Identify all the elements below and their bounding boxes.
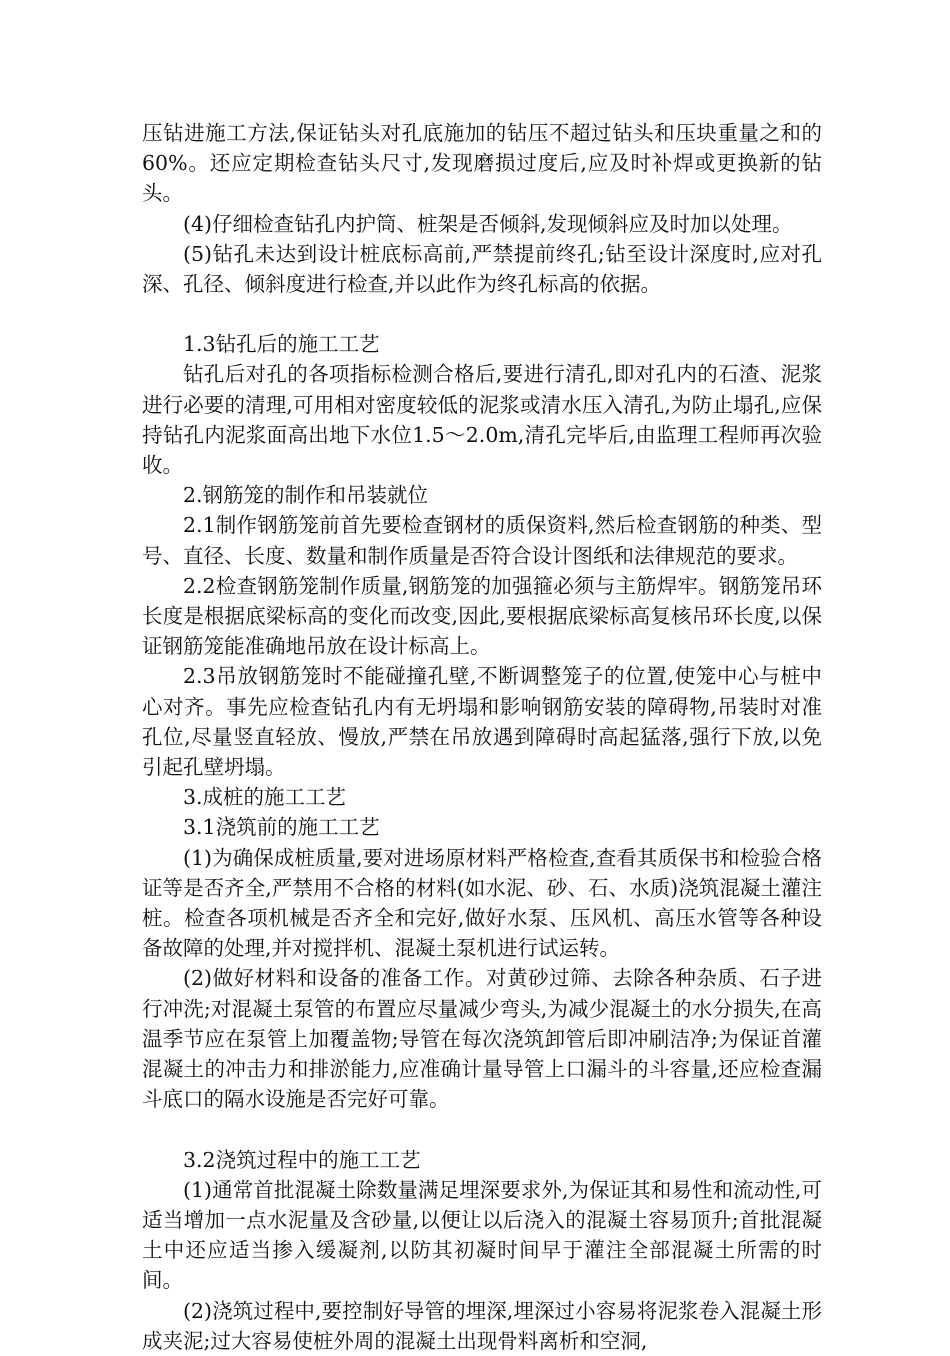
section-heading-2: 2.钢筋笼的制作和吊装就位 [183,483,429,508]
section-heading-3: 3.成桩的施工工艺 [183,785,347,810]
document-body [142,118,822,1356]
section-heading-1-3: 1.3钻孔后的施工工艺 [183,332,380,357]
section-heading-3-1: 3.1浇筑前的施工工艺 [183,815,380,840]
paragraph-3-1-item-1: (1)为确保成桩质量,要对进场原材料严格检查,查看其质保书和检验合格证等是否齐全,严禁用不合格的材料(如水泥、砂、石、水质)浇筑混凝土灌注桩。检查各项机械是否齐全和完好,做好水泵、压风机、高压水管等各种设备故障的处理,并对搅拌机、混凝土泵机进行试运转。 [142,845,822,961]
paragraph-2-2: 2.2检查钢筋笼制作质量,钢筋笼的加强箍必须与主筋焊牢。钢筋笼吊环长度是根据底梁标高的变化而改变,因此,要根据底梁标高复核吊环长度,以保证钢筋笼能准确地吊放在设计标高上。 [142,573,822,659]
paragraph-2-1: 2.1制作钢筋笼前首先要检查钢材的质保资料,然后检查钢筋的种类、型号、直径、长度、数量和制作质量是否符合设计图纸和法律规范的要求。 [142,513,822,568]
paragraph-spacer [142,1115,822,1145]
paragraph-2-3: 2.3吊放钢筋笼时不能碰撞孔壁,不断调整笼子的位置,使笼中心与桩中心对齐。事先应检查钻孔内有无坍塌和影响钢筋安装的障碍物,吊装时对准孔位,尽量竖直轻放、慢放,严禁在吊放遇到障碍时高起猛落,强行下放,以免引起孔壁坍塌。 [142,664,822,780]
paragraph-spacer [142,299,822,329]
paragraph-3-2-item-1: (1)通常首批混凝土除数量满足埋深要求外,为保证其和易性和流动性,可适当增加一点水泥量及含砂量,以便让以后浇入的混凝土容易顶升;首批混凝土中还应适当掺入缓凝剂,以防其初凝时间早于灌注全部混凝土所需的时间。 [142,1177,822,1293]
paragraph-item-4: (4)仔细检查钻孔内护筒、桩架是否倾斜,发现倾斜应及时加以处理。 [183,211,793,236]
paragraph-3-2-item-2: (2)浇筑过程中,要控制好导管的埋深,埋深过小容易将泥浆卷入混凝土形成夹泥;过大容易使桩外周的混凝土出现骨料离析和空洞, [142,1298,822,1353]
section-heading-3-2: 3.2浇筑过程中的施工工艺 [183,1147,421,1172]
paragraph-drill-pressure-continued: 压钻进施工方法,保证钻头对孔底施加的钻压不超过钻头和压块重量之和的60%。还应定期检查钻头尺寸,发现磨损过度后,应及时补焊或更换新的钻头。 [142,121,822,206]
paragraph-3-1-item-2: (2)做好材料和设备的准备工作。对黄砂过筛、去除各种杂质、石子进行冲洗;对混凝土泵管的布置应尽量减少弯头,为减少混凝土的水分损失,在高温季节应在泵管上加覆盖物;导管在每次浇筑卸管后即冲刷洁净;为保证首灌混凝土的冲击力和排淤能力,应准确计量导管上口漏斗的斗容量,还应检查漏斗底口的隔水设施是否完好可靠。 [142,966,822,1112]
paragraph-item-5: (5)钻孔未达到设计桩底标高前,严禁提前终孔;钻至设计深度时,应对孔深、孔径、倾斜度进行检查,并以此作为终孔标高的依据。 [142,241,822,297]
paragraph-hole-cleaning: 钻孔后对孔的各项指标检测合格后,要进行清孔,即对孔内的石渣、泥浆进行必要的清理,可用相对密度较低的泥浆或清水压入清孔,为防止塌孔,应保持钻孔内泥浆面高出地下水位1.5～2.0m,清孔完毕后,由监理工程师再次验收。 [142,362,822,478]
